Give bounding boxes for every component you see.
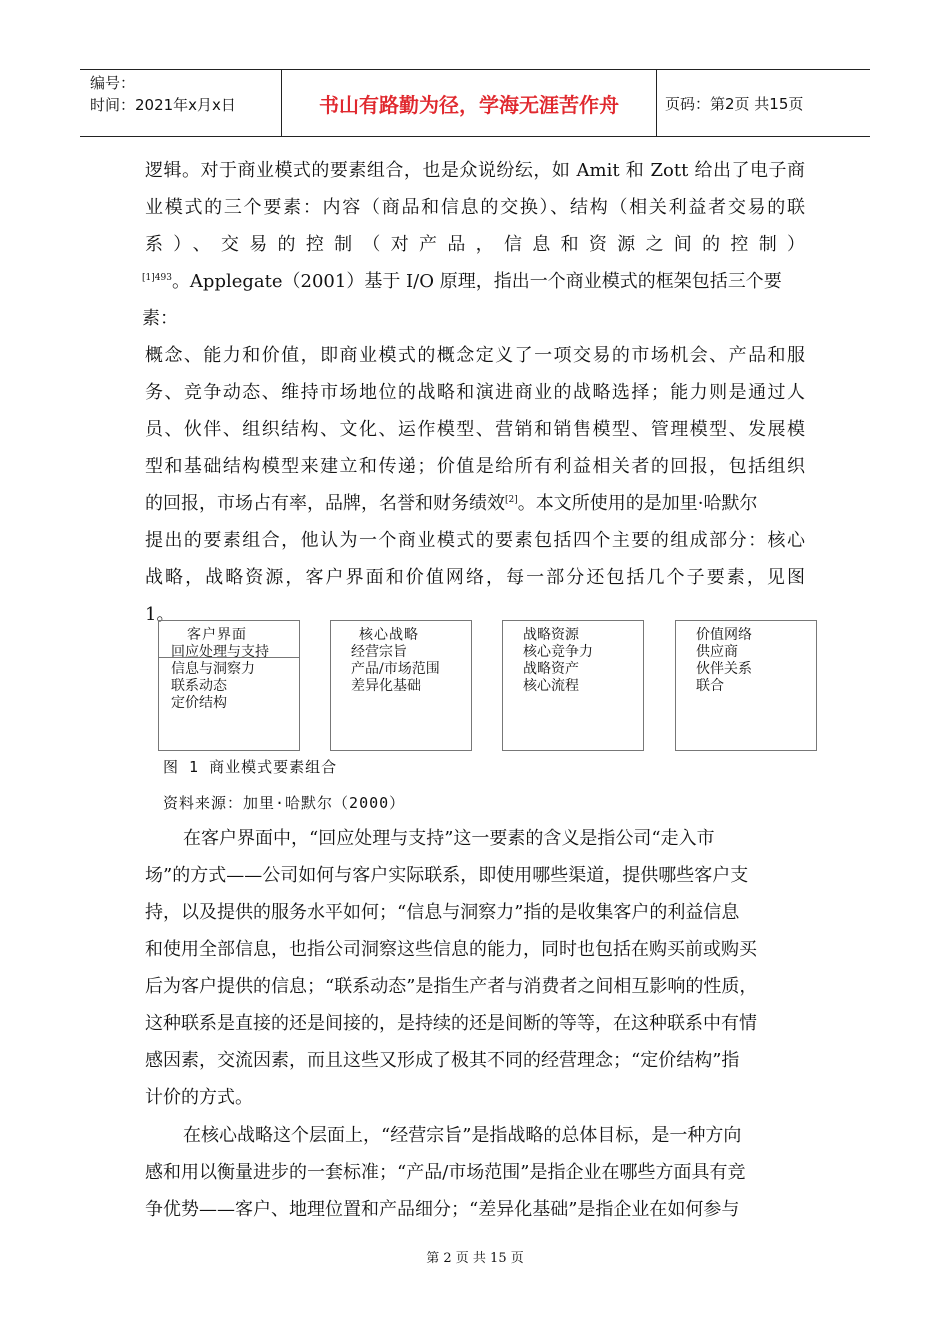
text-line: 逻辑。对于商业模式的要素组合，也是众说纷纭，如 Amit 和 Zott 给出了电子商: [145, 160, 805, 181]
text-line: 1。: [145, 604, 175, 625]
body-paragraph-1: [142, 152, 805, 633]
text-line: 务、竞争动态、维持市场地位的战略和演进商业的战略选择；能力则是通过人: [145, 382, 805, 403]
header-page-number: 页码：第2页 共15页: [665, 94, 804, 113]
text-line: 计价的方式。: [145, 1087, 253, 1108]
box-item: 供应商: [696, 644, 738, 660]
text-line: 持，以及提供的服务水平如何；“信息与洞察力”指的是收集客户的利益信息: [145, 902, 740, 923]
text-line: 型和基础结构模型来建立和传递；价值是给所有利益相关者的回报，包括组织: [145, 456, 805, 477]
text-span: 的回报，市场占有率，品牌，名誉和财务绩效: [145, 493, 505, 514]
text-line: 争优势——客户、地理位置和产品细分；“差异化基础”是指企业在如何参与: [145, 1199, 740, 1220]
citation-ref: [1]493: [142, 273, 172, 283]
text-span: 。Applegate（2001）基于 I/O 原理，指出一个商业模式的框架包括三个要素：: [142, 271, 782, 329]
header-motto: 书山有路勤为径，学海无涯苦作舟: [282, 70, 657, 136]
text-line: 在客户界面中，“回应处理与支持”这一要素的含义是指公司“走入市: [183, 828, 715, 849]
box-item: 经营宗旨: [351, 644, 407, 660]
page-footer: 第 2 页 共 15 页: [426, 1251, 524, 1266]
box-item: 伙伴关系: [696, 661, 752, 677]
box-item: 核心竞争力: [523, 644, 593, 660]
text-line: [145, 485, 805, 522]
text-line: 战略，战略资源，客户界面和价值网络，每一部分还包括几个子要素，见图: [145, 567, 805, 588]
text-line: 感和用以衡量进步的一套标准；“产品/市场范围”是指企业在哪些方面具有竞: [145, 1162, 746, 1183]
figure-box-value-network: [675, 620, 817, 751]
text-line: [142, 263, 805, 337]
body-paragraph-3: [145, 1117, 805, 1228]
box-title: 战略资源: [523, 627, 579, 643]
box-item: 核心流程: [523, 678, 579, 694]
box-title: 价值网络: [696, 627, 752, 643]
figure-box-customer-interface: [158, 620, 300, 751]
text-line: 员、伙伴、组织结构、文化、运作模型、营销和销售模型、管理模型、发展模: [145, 419, 805, 440]
box-item: 信息与洞察力: [171, 661, 255, 677]
box-item: 联合: [696, 678, 724, 694]
text-line: 和使用全部信息，也指公司洞察这些信息的能力，同时也包括在购买前或购买: [145, 939, 757, 960]
text-line: 概念、能力和价值，即商业模式的概念定义了一项交易的市场机会、产品和服: [145, 345, 805, 366]
text-span: 。本文所使用的是加里·哈默尔: [517, 493, 758, 514]
text-line: 业模式的三个要素：内容（商品和信息的交换）、结构（相关利益者交易的联: [145, 197, 805, 218]
box-item: 战略资产: [523, 661, 579, 677]
box-item: 联系动态: [171, 678, 227, 694]
citation-ref: [2]: [505, 495, 518, 505]
page-header: [80, 69, 870, 137]
figure-box-strategic-resources: [502, 620, 644, 751]
text-line: 提出的要素组合，他认为一个商业模式的要素包括四个主要的组成部分：核心: [145, 530, 805, 551]
body-paragraph-2: [145, 820, 805, 1116]
text-line: 在核心战略这个层面上，“经营宗旨”是指战略的总体目标，是一种方向: [183, 1125, 742, 1146]
figure-box-core-strategy: [330, 620, 472, 751]
box-item: 差异化基础: [351, 678, 421, 694]
document-number: 编号：: [90, 74, 136, 92]
text-line: 感因素，交流因素，而且这些又形成了极其不同的经营理念；“定价结构”指: [145, 1050, 740, 1071]
box-item: 回应处理与支持: [171, 644, 269, 660]
document-date: 时间：2021年x月x日: [90, 96, 236, 114]
box-title: 核心战略: [359, 627, 419, 643]
text-line: 系）、交易的控制（对产品，信息和资源之间的控制）: [145, 234, 805, 255]
text-line: 这种联系是直接的还是间接的，是持续的还是间断的等等，在这种联系中有情: [145, 1013, 757, 1034]
box-item: 产品/市场范围: [351, 661, 440, 677]
figure-source: 资料来源：加里·哈默尔（2000）: [163, 794, 406, 812]
header-meta: [80, 70, 282, 136]
figure-caption: 图 1 商业模式要素组合: [163, 758, 338, 776]
box-title: 客户界面: [187, 627, 247, 643]
text-line: 场”的方式——公司如何与客户实际联系，即使用哪些渠道，提供哪些客户支: [145, 865, 749, 886]
text-line: 后为客户提供的信息；“联系动态”是指生产者与消费者之间相互影响的性质，: [145, 976, 758, 997]
box-item: 定价结构: [171, 695, 227, 711]
